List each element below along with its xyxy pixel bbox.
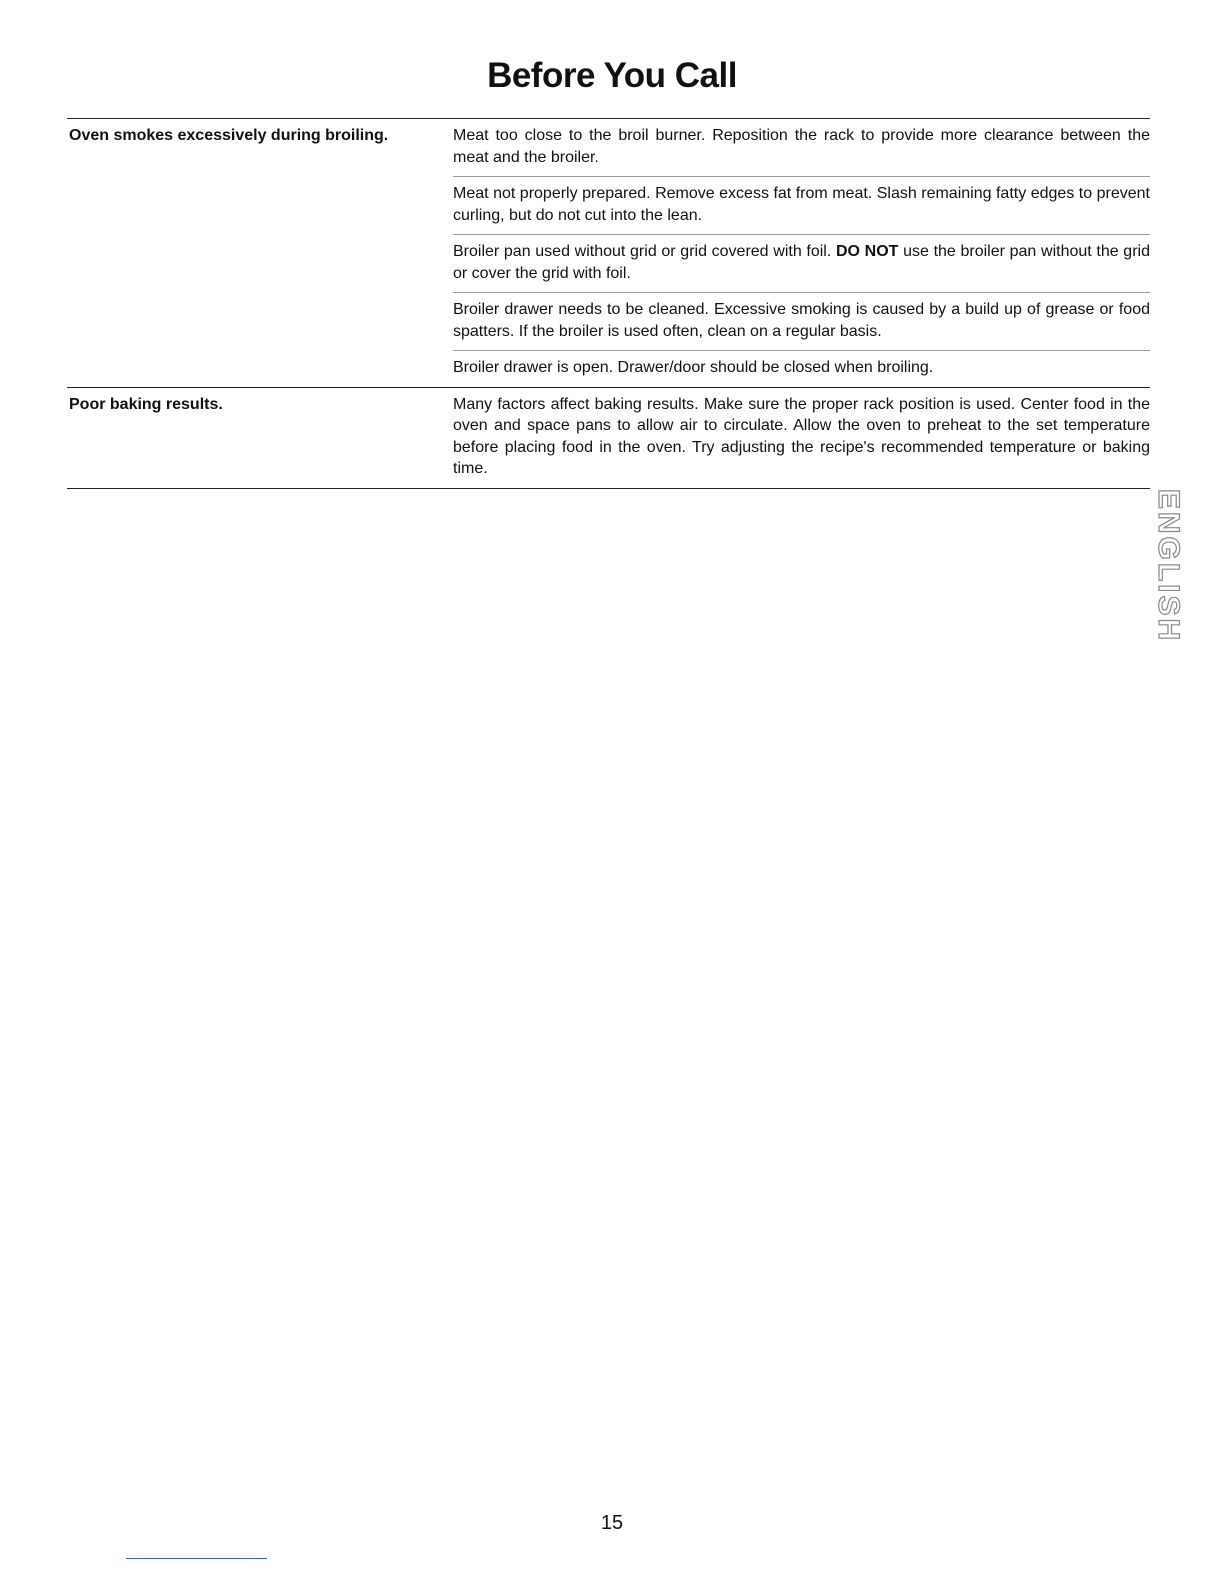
cause-item: Many factors affect baking results. Make sure the proper rack position is used. Center food in the oven and space pans to allow air to circulate. Allow the oven to preheat to the set temperature before placing food in the oven. Try adjusting the recipe's recommended temperature or baking time. [453,395,1150,477]
cause-item [453,235,1150,293]
cause-item: Meat not properly prepared. Remove excess fat from meat. Slash remaining fatty edges to prevent curling, but do not cut into the lean. [453,177,1150,235]
language-side-tab [1148,488,1188,644]
language-label: ENGLISH [1152,488,1186,644]
problem-heading: Poor baking results. [69,395,223,413]
page-number: 15 [600,1512,624,1534]
problem-section-smoking [67,119,1150,388]
problem-heading: Oven smokes excessively during broiling. [69,127,389,144]
footer-rule [126,1558,267,1559]
cause-text: use the broiler pan without the grid or cover the grid with foil. [453,243,1150,282]
cause-list [453,119,1150,387]
cause-item: Meat too close to the broil burner. Reposition the rack to provide more clearance between the meat and the broiler. [453,119,1150,177]
cause-emphasis: DO NOT [835,243,899,260]
problem-section-baking [67,388,1150,489]
cause-list [453,388,1150,488]
cause-text: Broiler pan used without grid or grid covered with foil. [453,243,836,260]
cause-item: Broiler drawer is open. Drawer/door should be closed when broiling. [453,359,934,376]
page-title: Before You Call [487,56,737,95]
troubleshooting-table [67,118,1150,489]
cause-item: Broiler drawer needs to be cleaned. Excessive smoking is caused by a build up of grease or food spatters. If the broiler is used often, clean on a regular basis. [453,293,1150,351]
